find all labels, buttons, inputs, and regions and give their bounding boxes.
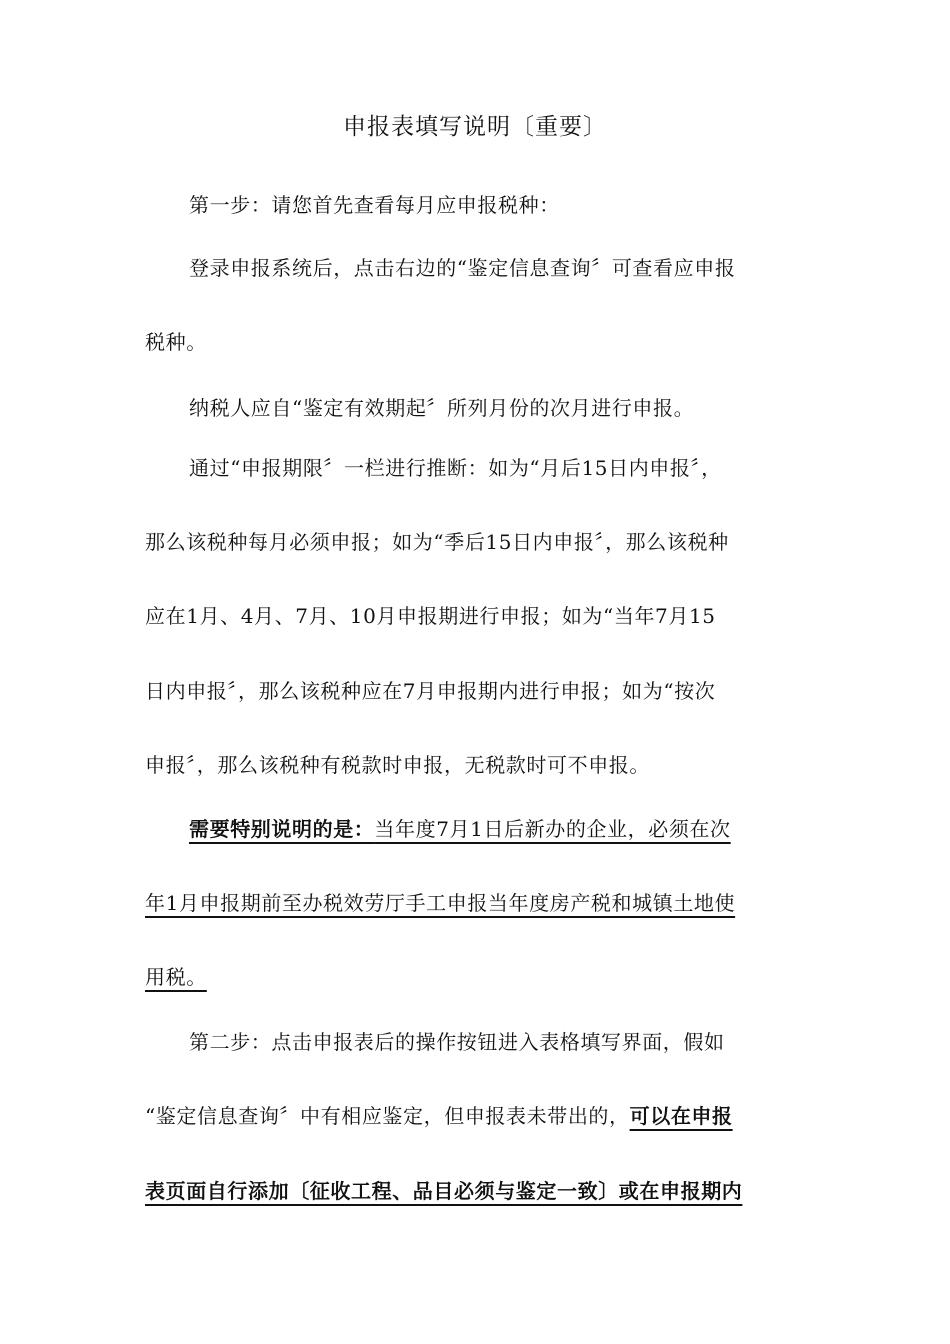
paragraph-deadline-line-5: 申报〞，那么该税种有税款时申报，无税款时可不申报。 xyxy=(145,753,650,777)
step-two-line-1: 第二步：点击申报表后的操作按钮进入表格填写界面，假如 xyxy=(189,1030,725,1054)
step-two-line-2-bold: 可以在申报 xyxy=(629,1104,733,1128)
special-note-line-2: 年1月申报期前至办税效劳厅手工申报当年度房产税和城镇土地使 xyxy=(145,891,736,915)
page-title: 申报表填写说明〔重要〕 xyxy=(343,114,607,140)
paragraph-effective-period: 纳税人应自“鉴定有效期起〞所列月份的次月进行申报。 xyxy=(189,396,695,420)
paragraph-deadline-line-4: 日内申报〞，那么该税种应在7月申报期内进行申报；如为“按次 xyxy=(145,679,716,703)
paragraph-deadline-line-2: 那么该税种每月必须申报；如为“季后15日内申报〞，那么该税种 xyxy=(145,530,729,554)
step-two-line-2-plain: “鉴定信息查询〞中有相应鉴定，但申报表未带出的， xyxy=(145,1104,630,1128)
special-note-line-1 xyxy=(189,814,807,844)
special-note-lead: 需要特别说明的是： xyxy=(189,817,375,841)
special-note-line-3: 用税。 xyxy=(145,965,207,989)
special-note-rest: 当年度7月1日后新办的企业，必须在次 xyxy=(374,817,731,841)
paragraph-login-line-2: 税种。 xyxy=(145,330,207,354)
paragraph-login-line-1: 登录申报系统后，点击右边的“鉴定信息查询〞可查看应申报 xyxy=(189,256,736,280)
paragraph-deadline-line-1: 通过“申报期限〞一栏进行推断：如为“月后15日内申报〞， xyxy=(189,456,722,480)
step-two-line-3: 表页面自行添加〔征收工程、品目必须与鉴定一致〕或在申报期内 xyxy=(145,1179,743,1203)
step-one-heading: 第一步：请您首先查看每月应申报税种： xyxy=(189,193,560,217)
step-two-line-2 xyxy=(145,1101,807,1131)
paragraph-deadline-line-3: 应在1月、4月、7月、10月申报期进行申报；如为“当年7月15 xyxy=(145,604,716,628)
